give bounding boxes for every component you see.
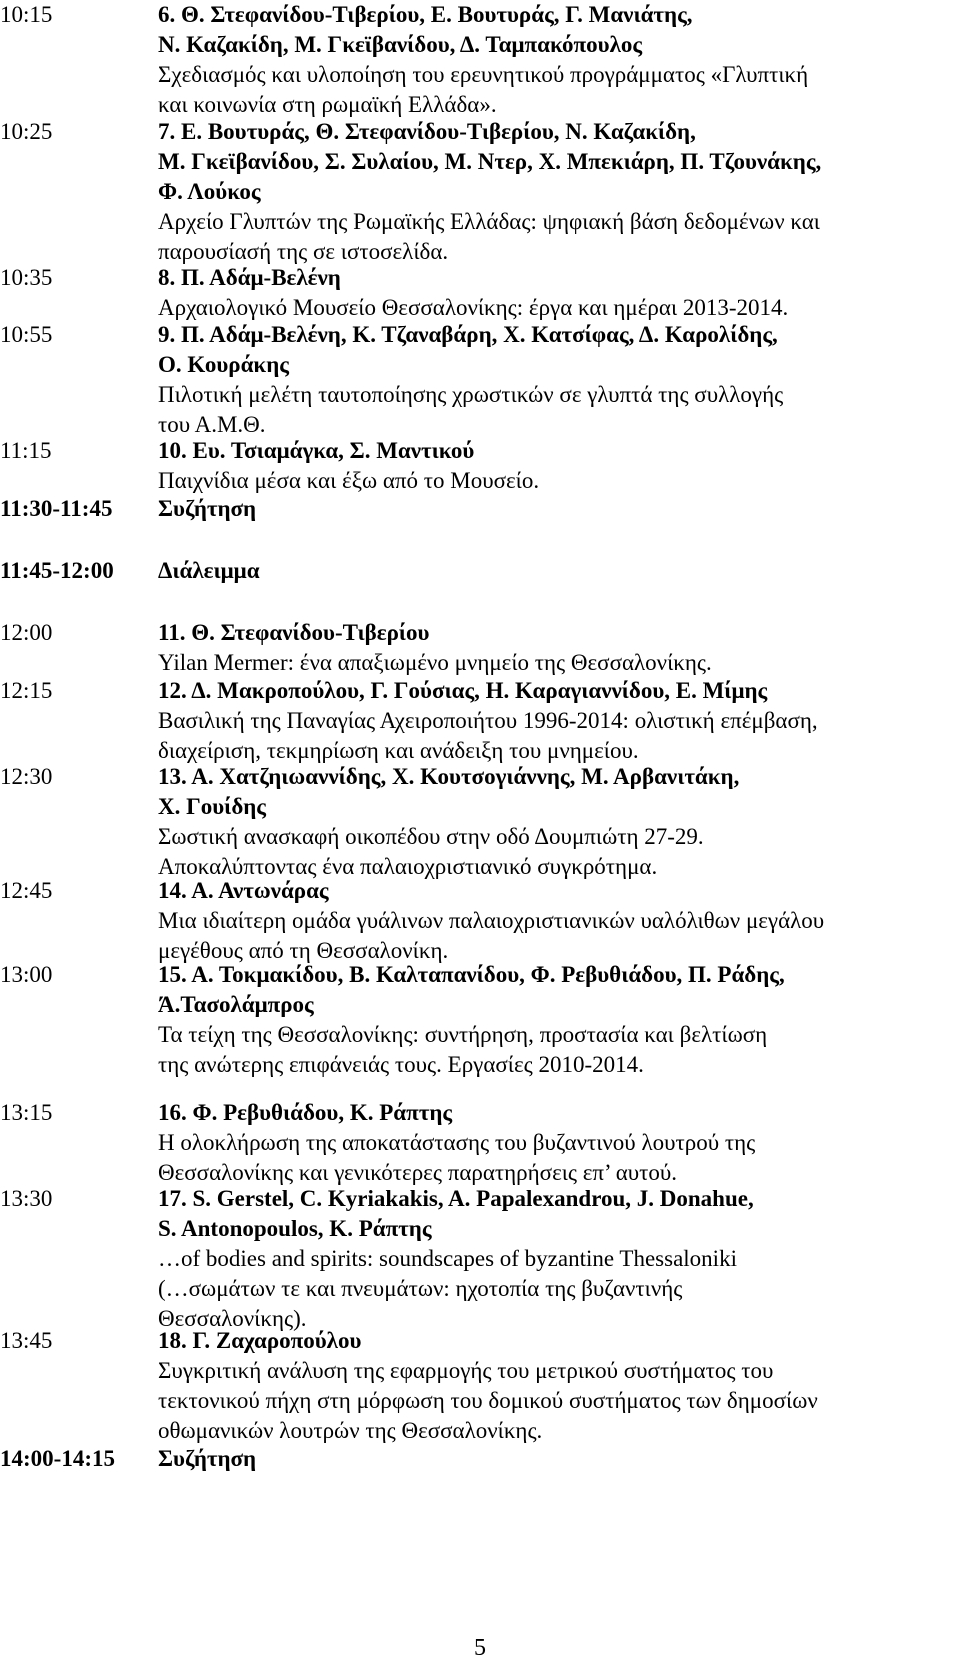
talk-title-line: Αποκαλύπτοντας ένα παλαιοχριστιανικό συγκρότημα. bbox=[158, 854, 658, 879]
presenter-line: 14. Α. Αντωνάρας bbox=[158, 878, 329, 903]
presenter-line: 17. S. Gerstel, C. Kyriakakis, A. Papalexandrou, J. Donahue, bbox=[158, 1186, 754, 1211]
talk-title-line: Σχεδιασμός και υλοποίηση του ερευνητικού προγράμματος «Γλυπτική bbox=[158, 62, 809, 87]
session-content bbox=[158, 320, 948, 440]
talk-title-line: Θεσσαλονίκης και γενικότερες παρατηρήσεις επ’ αυτού. bbox=[158, 1160, 678, 1185]
talk-title-line: διαχείριση, τεκμηρίωση και ανάδειξη του μνημείου. bbox=[158, 738, 639, 763]
presenter-line: 10. Ευ. Τσιαμάγκα, Σ. Μαντικού bbox=[158, 438, 475, 463]
time-slot: 11:30-11:45 bbox=[0, 496, 113, 521]
talk-title-line: Τα τείχη της Θεσσαλονίκης: συντήρηση, προστασία και βελτίωση bbox=[158, 1022, 768, 1047]
talk-title-line: Βασιλική της Παναγίας Αχειροποιήτου 1996-2014: ολιστική επέμβαση, bbox=[158, 708, 818, 733]
talk-title-line: Συγκριτική ανάλυση της εφαρμογής του μετρικού συστήματος του bbox=[158, 1358, 774, 1383]
talk-title-line: και κοινωνία στη ρωμαϊκή Ελλάδα». bbox=[158, 92, 497, 117]
talk-title-line: Πιλοτική μελέτη ταυτοποίησης χρωστικών σε γλυπτά της συλλογής bbox=[158, 382, 784, 407]
talk-title-line: Σωστική ανασκαφή οικοπέδου στην οδό Δουμπιώτη 27-29. bbox=[158, 824, 704, 849]
page-number: 5 bbox=[474, 1635, 486, 1661]
time-slot: 13:00 bbox=[0, 962, 53, 987]
time-slot: 13:45 bbox=[0, 1328, 53, 1353]
talk-title-line: παρουσίασή της σε ιστοσελίδα. bbox=[158, 239, 449, 264]
talk-title-line: (…σωμάτων τε και πνευμάτων: ηχοτοπία της βυζαντινής bbox=[158, 1276, 683, 1301]
presenter-line: Φ. Λούκος bbox=[158, 179, 261, 204]
talk-title-line: Αρχαιολογικό Μουσείο Θεσσαλονίκης: έργα και ημέραι 2013-2014. bbox=[158, 295, 789, 320]
talk-title-line: μεγέθους από τη Θεσσαλονίκη. bbox=[158, 938, 449, 963]
session-content bbox=[158, 876, 948, 966]
talk-title-line: τεκτονικού πήχη στη μόρφωση του δομικού συστήματος των δημοσίων bbox=[158, 1388, 818, 1413]
presenter-line: Συζήτηση bbox=[158, 1446, 257, 1471]
time-slot: 10:15 bbox=[0, 2, 53, 27]
talk-title-line: Yilan Mermer: ένα απαξιωμένο μνημείο της Θεσσαλονίκης. bbox=[158, 650, 712, 675]
session-content bbox=[158, 762, 948, 882]
time-slot: 11:15 bbox=[0, 438, 52, 463]
presenter-line: 11. Θ. Στεφανίδου-Τιβερίου bbox=[158, 620, 430, 645]
session-content bbox=[158, 1098, 948, 1188]
session-content bbox=[158, 0, 948, 120]
session-content bbox=[158, 960, 948, 1080]
session-content bbox=[158, 263, 948, 323]
talk-title-line: Θεσσαλονίκης). bbox=[158, 1306, 307, 1331]
presenter-line: Ά.Τασολάμπρος bbox=[158, 992, 314, 1017]
time-slot: 13:15 bbox=[0, 1100, 53, 1125]
presenter-line: Χ. Γουίδης bbox=[158, 794, 267, 819]
presenter-line: 18. Γ. Ζαχαροπούλου bbox=[158, 1328, 362, 1353]
time-slot: 10:55 bbox=[0, 322, 53, 347]
session-content bbox=[158, 1326, 948, 1446]
time-slot: 12:45 bbox=[0, 878, 53, 903]
presenter-line: 16. Φ. Ρεβυθιάδου, Κ. Ράπτης bbox=[158, 1100, 453, 1125]
presenter-line: 12. Δ. Μακροπούλου, Γ. Γούσιας, Η. Καραγιαννίδου, Ε. Μίμης bbox=[158, 678, 768, 703]
presenter-line: Ν. Καζακίδη, Μ. Γκεϊβανίδου, Δ. Ταμπακόπουλος bbox=[158, 32, 643, 57]
presenter-line: 13. Α. Χατζηιωαννίδης, Χ. Κουτσογιάννης, Μ. Αρβανιτάκη, bbox=[158, 764, 740, 789]
presenter-line: 7. Ε. Βουτυράς, Θ. Στεφανίδου-Τιβερίου, Ν. Καζακίδη, bbox=[158, 119, 696, 144]
time-slot: 12:15 bbox=[0, 678, 53, 703]
time-slot: 10:35 bbox=[0, 265, 53, 290]
presenter-line: Διάλειμμα bbox=[158, 558, 260, 583]
talk-title-line: της ανώτερης επιφάνειάς τους. Εργασίες 2010-2014. bbox=[158, 1052, 644, 1077]
session-content bbox=[158, 618, 948, 678]
presenter-line: Συζήτηση bbox=[158, 496, 257, 521]
presenter-line: Ο. Κουράκης bbox=[158, 352, 289, 377]
time-slot: 12:30 bbox=[0, 764, 53, 789]
talk-title-line: Αρχείο Γλυπτών της Ρωμαϊκής Ελλάδας: ψηφιακή βάση δεδομένων και bbox=[158, 209, 820, 234]
time-slot: 13:30 bbox=[0, 1186, 53, 1211]
time-slot: 10:25 bbox=[0, 119, 53, 144]
time-slot: 12:00 bbox=[0, 620, 53, 645]
presenter-line: 6. Θ. Στεφανίδου-Τιβερίου, Ε. Βουτυράς, Γ. Μανιάτης, bbox=[158, 2, 693, 27]
session-content bbox=[158, 117, 948, 267]
talk-title-line: Μια ιδιαίτερη ομάδα γυάλινων παλαιοχριστιανικών υαλόλιθων μεγάλου bbox=[158, 908, 825, 933]
talk-title-line: οθωμανικών λουτρών της Θεσσαλονίκης. bbox=[158, 1418, 543, 1443]
presenter-line: S. Antonopoulos, Κ. Ράπτης bbox=[158, 1216, 432, 1241]
presenter-line: Μ. Γκεϊβανίδου, Σ. Συλαίου, Μ. Ντερ, Χ. Μπεκιάρη, Π. Τζουνάκης, bbox=[158, 149, 822, 174]
time-slot: 11:45-12:00 bbox=[0, 558, 114, 583]
time-slot: 14:00-14:15 bbox=[0, 1446, 115, 1471]
session-content bbox=[158, 556, 948, 586]
talk-title-line: Παιχνίδια μέσα και έξω από το Μουσείο. bbox=[158, 468, 540, 493]
session-content bbox=[158, 1184, 948, 1334]
presenter-line: 8. Π. Αδάμ-Βελένη bbox=[158, 265, 341, 290]
presenter-line: 15. Α. Τοκμακίδου, Β. Καλταπανίδου, Φ. Ρεβυθιάδου, Π. Ράδης, bbox=[158, 962, 785, 987]
session-content bbox=[158, 436, 948, 496]
talk-title-line: του Α.Μ.Θ. bbox=[158, 412, 266, 437]
talk-title-line: …of bodies and spirits: soundscapes of byzantine Thessaloniki bbox=[158, 1246, 737, 1271]
session-content bbox=[158, 1444, 948, 1474]
presenter-line: 9. Π. Αδάμ-Βελένη, Κ. Τζαναβάρη, Χ. Κατσίφας, Δ. Καρολίδης, bbox=[158, 322, 778, 347]
session-content bbox=[158, 494, 948, 524]
session-content bbox=[158, 676, 948, 766]
talk-title-line: Η ολοκλήρωση της αποκατάστασης του βυζαντινού λουτρού της bbox=[158, 1130, 756, 1155]
